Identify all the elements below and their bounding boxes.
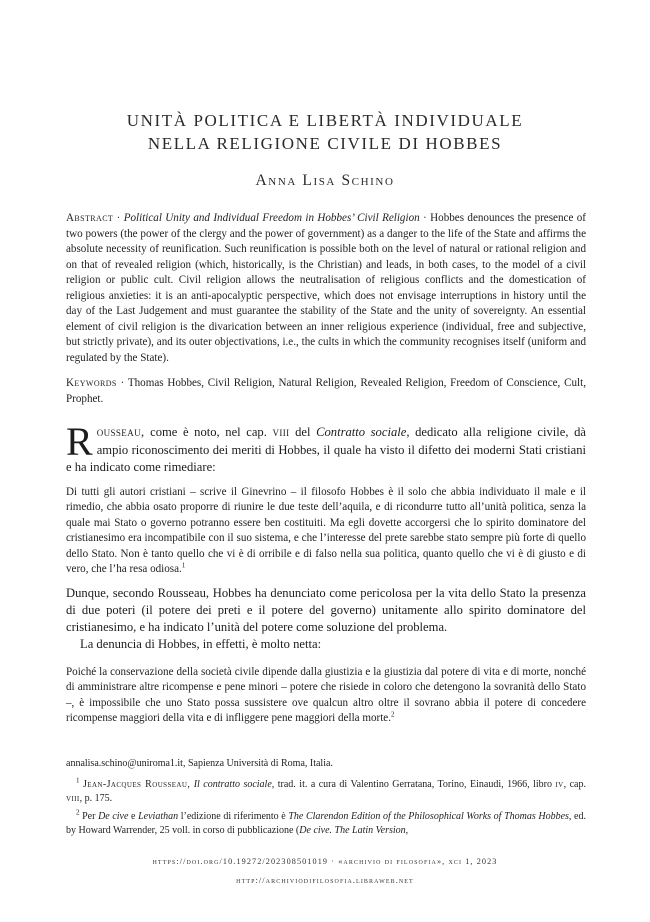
- footnote-2-work-4: De cive. The Latin Version,: [299, 825, 409, 836]
- author-affiliation: annalisa.schino@uniroma1.it, Sapienza Università di Roma, Italia.: [66, 758, 333, 769]
- quote2-text: Poiché la conservazione della società civile dipende dalla giustizia e la giustizia dal potere di vita e di morte, nonché di amministrare altre ricompense e pene minori – potere che risiede in coloro che detengono la sovranità dello Stato –, è impossibile che uno Stato possa sussistere ove qualcun altro oltre il sovrano abbia il potere di concedere ricompense maggiori della vita e di infliggere pene maggiori della morte.: [66, 666, 586, 725]
- footnote-1-chapter: viii: [66, 793, 80, 804]
- drop-cap: R: [66, 419, 93, 464]
- keywords: [66, 376, 586, 407]
- article-title-line-2: NELLA RELIGIONE CIVILE DI HOBBES: [147, 134, 503, 153]
- journal-url[interactable]: http://archiviodifilosofia.libraweb.net: [236, 876, 414, 885]
- quote1-text: Di tutti gli autori cristiani – scrive il Ginevrino – il filosofo Hobbes è il solo che abbia individuato il male e il rimedio, che abbia osato proporre di riunire le due teste dell’aquila, e di ricondurre tutto all’unità politica, senza la quale mai Stato o governo potranno essere ben costituiti. Ma egli dovette accorgersi che lo spirito dominatore del cristianesimo era incompatibile con il suo sistema, e che l’interesse del prete sarebbe stato sempre più forte di quello dello Stato. Non è tanto quello che vi è di orribile e di falso nella sua politica, quanto quello che vi è di giusto e di vero, che l’ha resa odiosa.: [66, 486, 586, 576]
- body-paragraph-2: [66, 585, 586, 653]
- abstract: [66, 211, 586, 366]
- footnote-2-work-1: De cive: [98, 811, 129, 822]
- footnote-1-author: Jean-Jacques Rousseau,: [82, 779, 191, 790]
- footnote-2-post: , ed. by Howard Warrender, 25 voll. in corso di pubblicazione (: [66, 811, 586, 836]
- author-name: Anna Lisa Schino: [255, 172, 395, 189]
- body-paragraph-1: [66, 419, 586, 477]
- abstract-text: · Hobbes denounces the presence of two powers (the power of the clergy and the power of government) as a danger to the life of the State and affirms the absolute necessity of reunification. Such reunification is possible both on the level of natural or rational religion and on that of revealed religion (which, historically, is the Christian) and leads, in both cases, to the model of a civil religion or public cult. Civil religion allows the neutralisation of religious conflicts and the domestication of religious anxieties: it is an anti-apocalyptic perspective, which does not envisage interruptions in history until the day of the Last Judgement and must guarantee the stability of the State and the unity of sovereignty. An essential element of civil religion is the divarication between an inner religious experience (individual, free and subjective, but strictly private), and its outer objectivations, i.e., the cults in which the community recognises itself (uniform and regulated by the State).: [66, 212, 586, 364]
- body1-text-a: come è noto, nel cap.: [144, 425, 273, 439]
- article-title-line-1: UNITÀ POLITICA E LIBERTÀ INDIVIDUALE: [126, 111, 524, 130]
- footnote-ref-1[interactable]: 1: [181, 561, 186, 570]
- footnotes: [66, 778, 586, 842]
- footnote-1-number: 1: [76, 776, 80, 785]
- footnote-2-mid: l’edizione di riferimento è: [178, 811, 289, 822]
- abstract-label: Abstract: [66, 212, 114, 224]
- footnote-2-number: 2: [76, 808, 80, 817]
- body1-text-b: del: [289, 425, 317, 439]
- footnote-2-pre: Per: [79, 811, 99, 822]
- footnote-1-work: Il contratto sociale: [193, 779, 272, 790]
- body2-paragraph-intro: La denuncia di Hobbes, in effetti, è molto netta:: [80, 637, 322, 651]
- body1-text-c: , dedicato alla religione civile, dà ampio riconoscimento dei meriti di Hobbes, il quale ha visto il difetto dei moderni Stati cristiani e ha indicato come rimediare:: [66, 425, 586, 474]
- doi-line[interactable]: https://doi.org/10.19272/202308501019 · «archivio di filosofia», xci 1, 2023: [152, 857, 498, 866]
- footnote-2-and: e: [128, 811, 139, 822]
- footnote-2-work-2: Leviathan: [138, 811, 179, 822]
- body1-chapter: viii: [272, 425, 290, 439]
- footnote-1-text: , trad. it. a cura di Valentino Gerratana, Torino, Einaudi, 1966, libro: [271, 779, 556, 790]
- footnote-1-mid: , cap.: [563, 779, 586, 790]
- footnote-1: [66, 778, 586, 806]
- body1-work-title: Contratto sociale: [316, 425, 407, 439]
- keywords-text: · Thomas Hobbes, Civil Religion, Natural Religion, Revealed Religion, Freedom of Conscience, Cult, Prophet.: [66, 377, 586, 405]
- block-quote-rousseau: [66, 485, 586, 577]
- abstract-separator: ·: [113, 212, 124, 224]
- keywords-label: Keywords: [66, 377, 117, 389]
- footnote-1-end: , p. 175.: [79, 793, 113, 804]
- footnote-2-work-3: The Clarendon Edition of the Philosophical Works of Thomas Hobbes: [288, 811, 569, 822]
- footnote-1-book: iv: [555, 779, 564, 790]
- body2-paragraph: Dunque, secondo Rousseau, Hobbes ha denunciato come pericolosa per la vita dello Stato la presenza di due poteri (il potere dei preti e il potere del governo) unitamente allo spirito dominatore del cristianesimo, e ha indicato l’unità del potere come soluzione del problema.: [66, 586, 586, 634]
- drop-cap-smallcaps: ousseau,: [96, 425, 145, 439]
- block-quote-hobbes: [66, 665, 586, 727]
- footnote-ref-2[interactable]: 2: [391, 710, 395, 719]
- footnote-2: [66, 810, 586, 838]
- abstract-english-title: Political Unity and Individual Freedom in Hobbes’ Civil Religion: [123, 212, 420, 224]
